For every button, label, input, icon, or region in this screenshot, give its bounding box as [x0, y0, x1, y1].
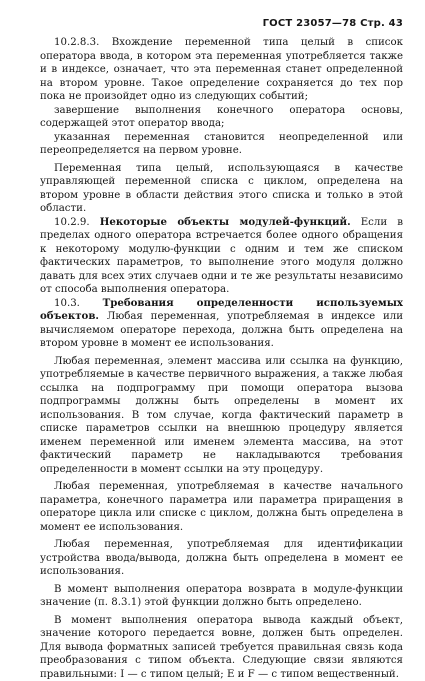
- section-text: Если в пределах одного оператора встречается более одного обращения к некоторому модулю-функции с одним и тем же списком фактических параметров, то выполнение этого модуля должно давать для всех этих случаев одни и те же результаты независимо от способа выполнения оператора.: [40, 217, 403, 296]
- paragraph-loop-parameters: Любая переменная, употребляемая в качестве начального параметра, конечного параметра или параметра приращения в операторе цикла или списке с циклом, должна быть определена в момент ее использования.: [40, 480, 403, 534]
- section-heading: Требования определенности используемых объектов.: [40, 297, 403, 323]
- section-heading: Некоторые объекты модулей-функций.: [100, 216, 351, 228]
- paragraph-10-2-9: [40, 216, 403, 297]
- paragraph-10-2-8-3: 10.2.8.3. Вхождение переменной типа целый в список оператора ввода, в котором эта переменная употребляется также и в индексе, означает, что эта переменная станет определенной на втором уровне. Такое определение сохраняется до тех пор пока не произойдет одно из следующих событий;: [40, 36, 403, 104]
- document-body: [40, 36, 403, 681]
- paragraph-io-device: Любая переменная, употребляемая для идентификации устройства ввода/вывода, должна быть определена в момент ее использования.: [40, 538, 403, 579]
- paragraph-event-1: завершение выполнения конечного оператора основы, содержащей этот оператор ввода;: [40, 104, 403, 131]
- section-text: Любая переменная, употребляемая в индексе или вычисляемом операторе перехода, должна быть определена на втором уровне в момент ее использования.: [40, 311, 403, 349]
- section-number: 10.3.: [54, 298, 80, 309]
- page-header: ГОСТ 23057—78 Стр. 43: [263, 18, 403, 29]
- paragraph-10-3: [40, 297, 403, 351]
- paragraph-primary-expression: Любая переменная, элемент массива или ссылка на функцию, употребляемые в качестве первичного выражения, а также любая ссылка на подпрограмму при помощи оператора вызова подпрограммы должны быть определены в момент их использования. В том случае, когда фактический параметр в списке параметров ссылки на внешнюю процедуру является именем переменной или именем элемента массива, на этот фактический параметр не накладываются требования определенности в момент ссылки на эту процедуру.: [40, 355, 403, 477]
- paragraph-output-statement: В момент выполнения оператора вывода каждый объект, значение которого передается вовне, должен быть определен. Для вывода форматных записей требуется правильная связь кода преобразования с типом объекта. Следующие связи являются правильными: I — с типом целый; E и F — с типом вещественный.: [40, 614, 403, 681]
- paragraph-return-statement: В момент выполнения оператора возврата в модуле-функции значение (п. 8.3.1) этой функции должно быть определено.: [40, 583, 403, 610]
- paragraph-event-2: указанная переменная становится неопределенной или переопределяется на первом уровне.: [40, 131, 403, 158]
- section-number: 10.2.9.: [54, 217, 90, 228]
- paragraph-loop-variable: Переменная типа целый, использующаяся в качестве управляющей переменной списка с циклом, определена на втором уровне в области действия этого списка и только в этой области.: [40, 162, 403, 216]
